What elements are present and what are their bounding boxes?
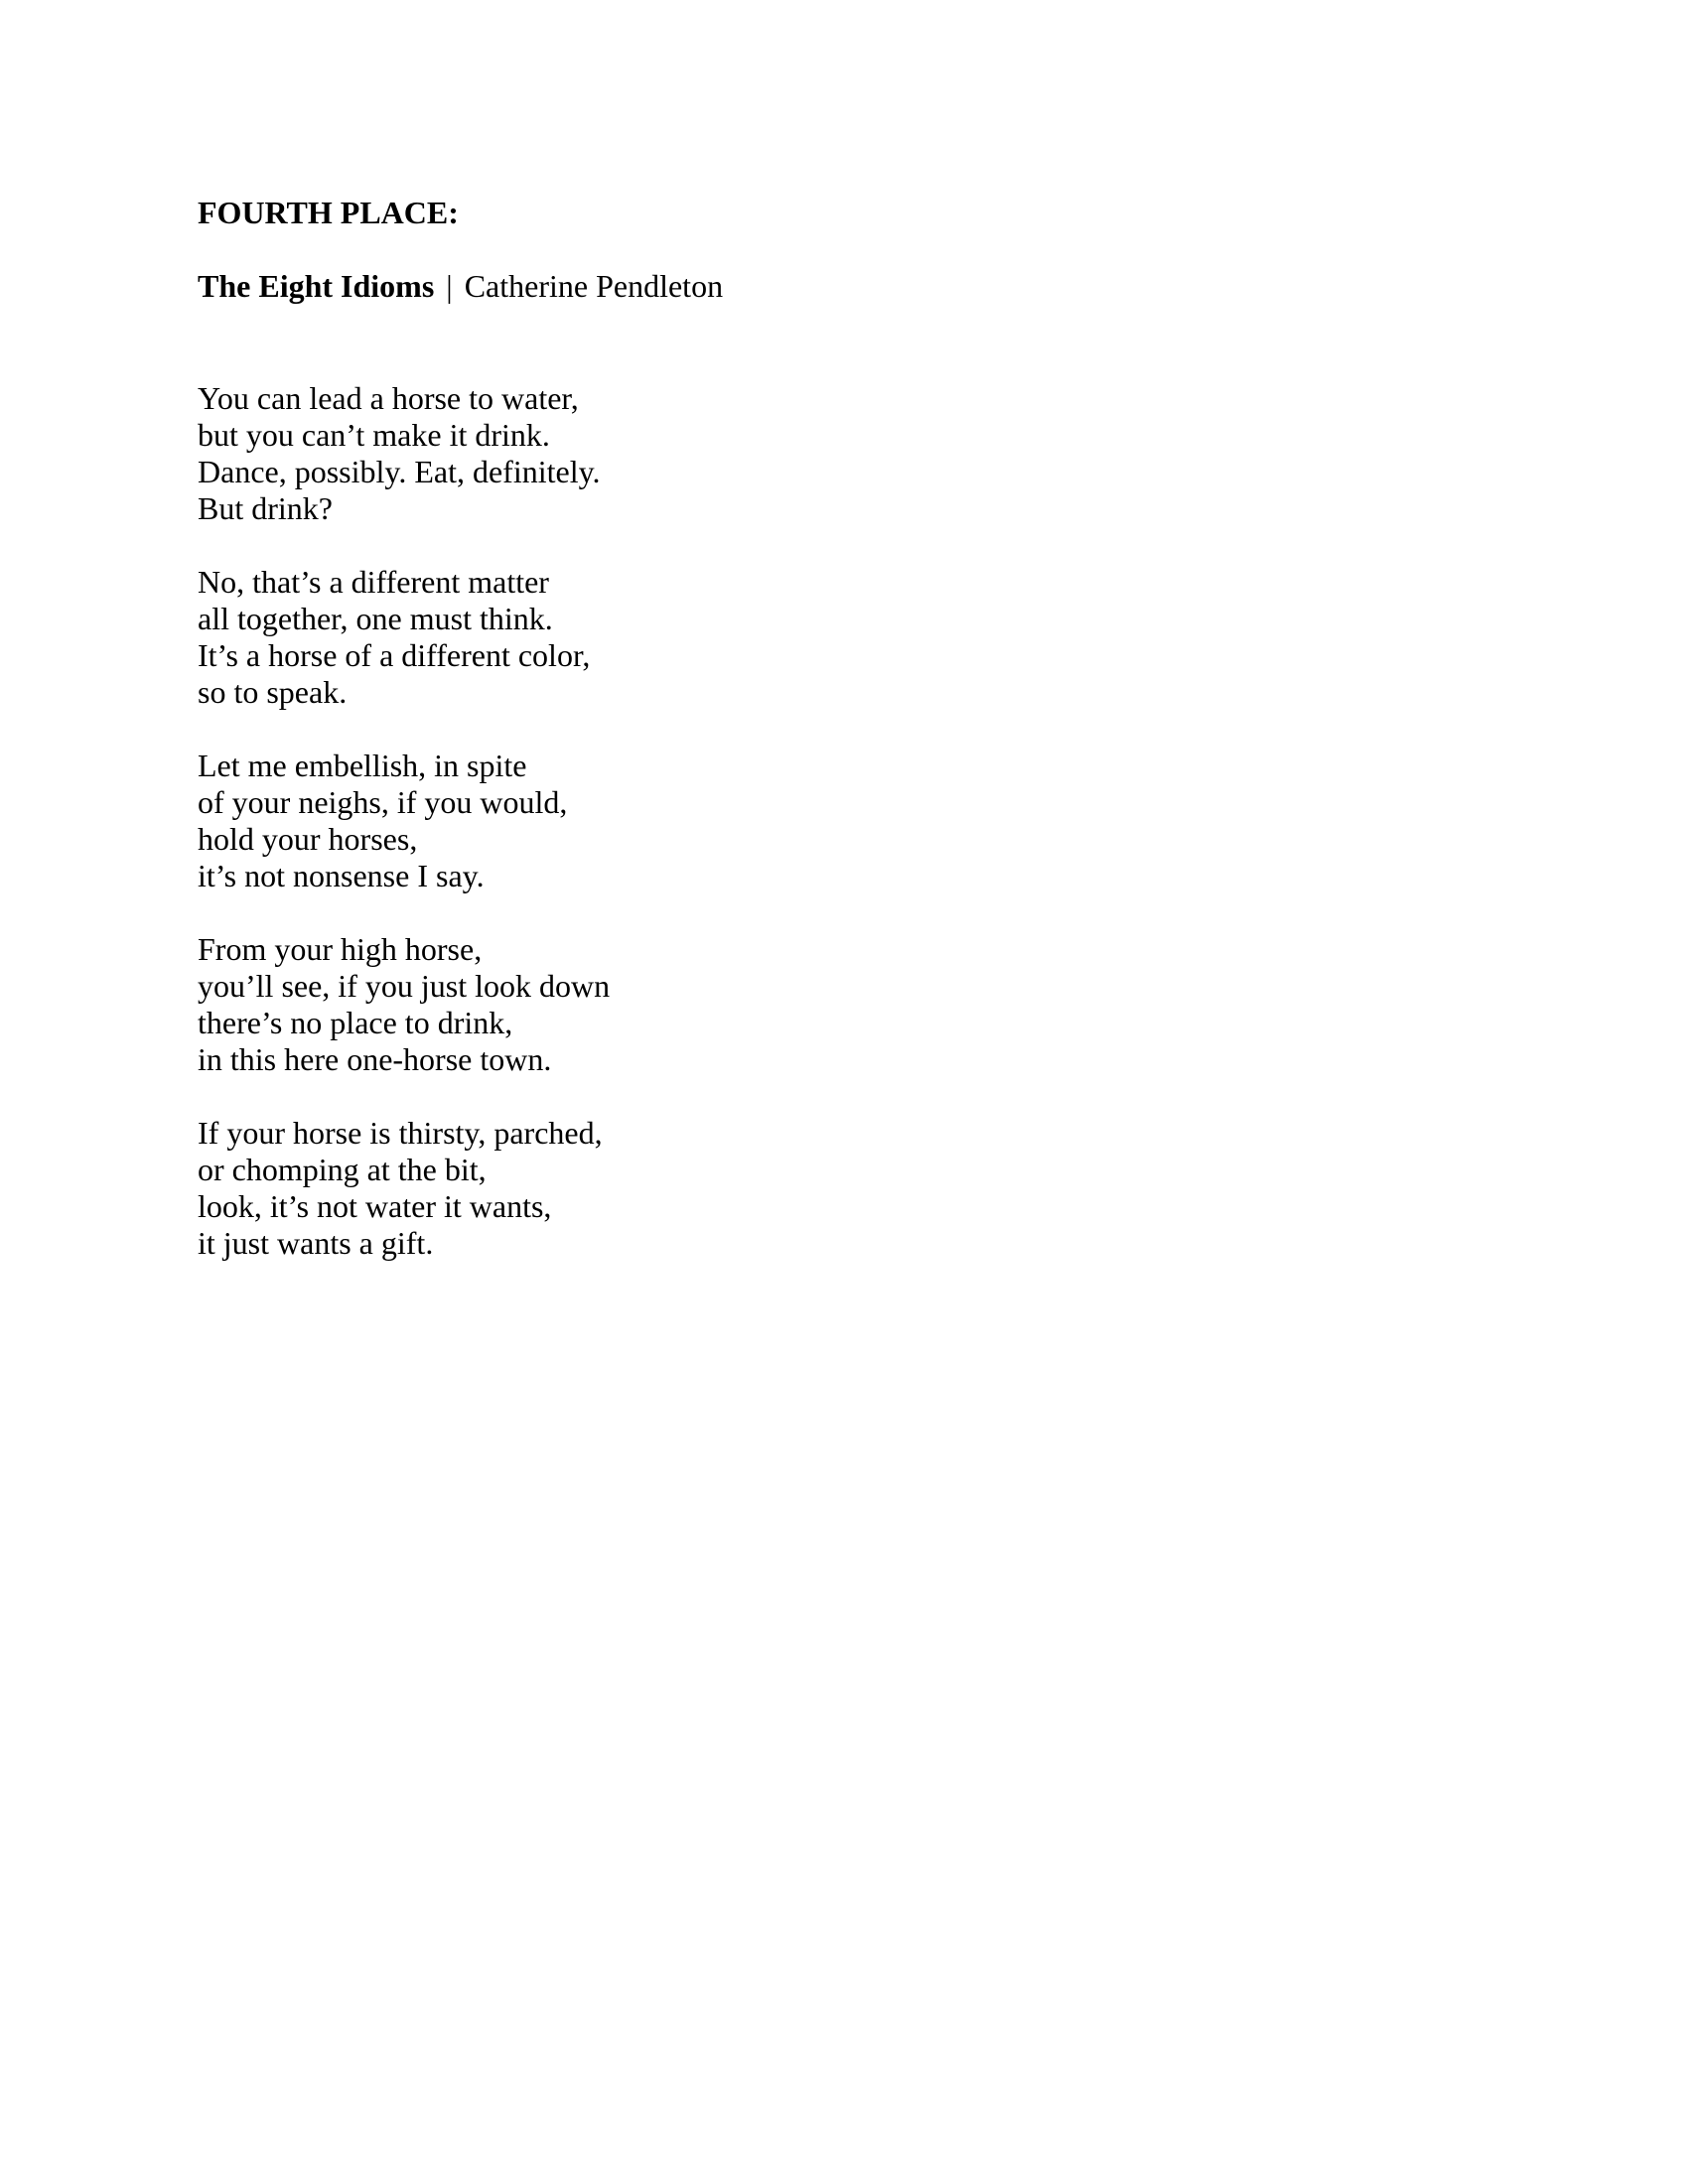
poem-line: in this here one-horse town. xyxy=(198,1041,552,1077)
poem-line: But drink? xyxy=(198,490,333,526)
poem-line: or chomping at the bit, xyxy=(198,1152,487,1187)
poem-line: it just wants a gift. xyxy=(198,1225,434,1261)
poem-line: If your horse is thirsty, parched, xyxy=(198,1115,603,1151)
poem-line: From your high horse, xyxy=(198,931,483,967)
poem-line: Let me embellish, in spite xyxy=(198,748,527,783)
stanza-4 xyxy=(198,931,1389,1078)
poem-line: so to speak. xyxy=(198,674,348,710)
poem-line: all together, one must think. xyxy=(198,601,553,636)
poem-line: there’s no place to drink, xyxy=(198,1005,513,1040)
poem-line: No, that’s a different matter xyxy=(198,564,549,600)
stanza-2 xyxy=(198,564,1389,711)
poem-title-line xyxy=(198,266,723,306)
poem-line: it’s not nonsense I say. xyxy=(198,858,485,893)
poem-line: you’ll see, if you just look down xyxy=(198,968,611,1004)
contest-place-heading: FOURTH PLACE: xyxy=(198,195,459,230)
poem-line: Dance, possibly. Eat, definitely. xyxy=(198,454,601,489)
stanza-1 xyxy=(198,380,1389,527)
poem-line: It’s a horse of a different color, xyxy=(198,637,591,673)
poem-line: hold your horses, xyxy=(198,821,418,857)
poem-body xyxy=(198,380,1389,1298)
poem-line: look, it’s not water it wants, xyxy=(198,1188,552,1224)
poem-author: Catherine Pendleton xyxy=(464,268,724,304)
poem-line: You can lead a horse to water, xyxy=(198,380,579,416)
poem-line: of your neighs, if you would, xyxy=(198,784,568,820)
stanza-5 xyxy=(198,1115,1389,1262)
poem-title: The Eight Idioms xyxy=(198,268,435,304)
poem-line: but you can’t make it drink. xyxy=(198,417,550,453)
title-separator: | xyxy=(446,268,453,304)
stanza-3 xyxy=(198,748,1389,894)
